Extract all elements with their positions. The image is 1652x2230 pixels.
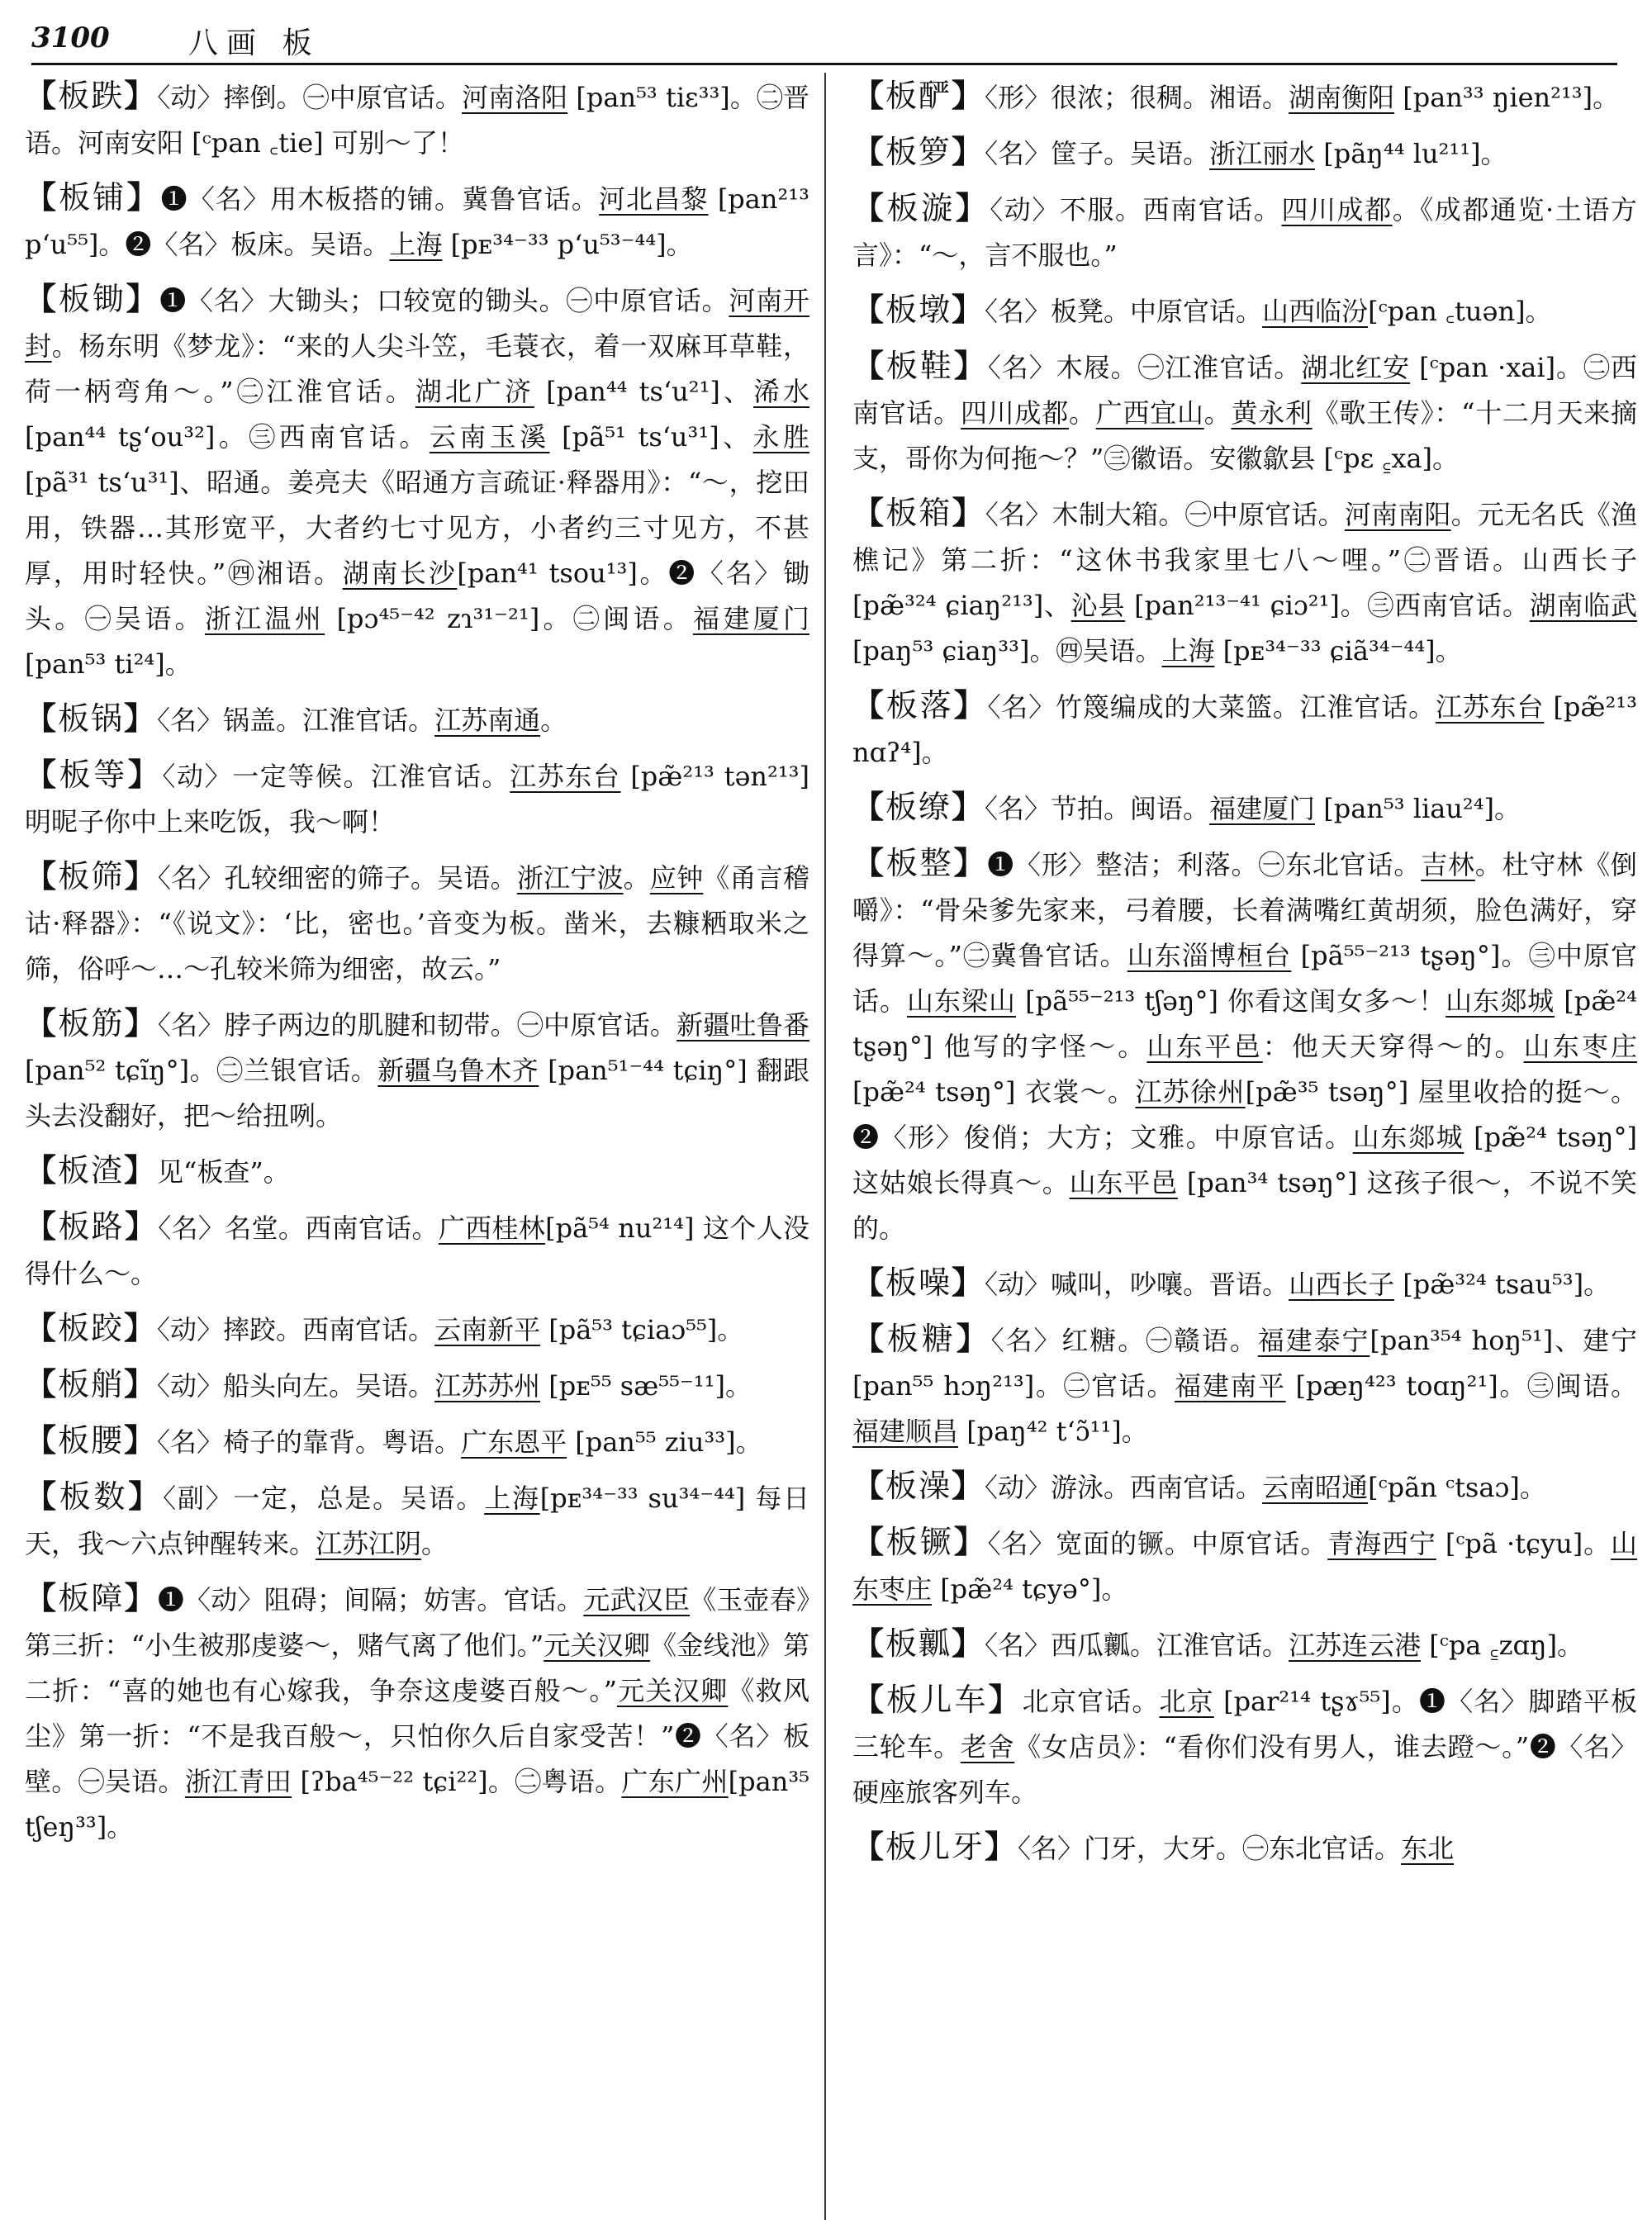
dialect-location: 新疆乌鲁木齐 xyxy=(377,1055,539,1086)
dialect-location: 吉林 xyxy=(1421,849,1475,880)
entry-text: [ᶜpãn ᶜtsaɔ]。 xyxy=(1368,1472,1546,1503)
dictionary-entry xyxy=(852,287,1637,334)
dialect-location: 河南南阳 xyxy=(1344,499,1451,530)
entry-text: 见“板查”。 xyxy=(157,1156,290,1188)
entry-text: 〈动〉船头向左。吴语。 xyxy=(157,1370,435,1402)
dialect-location: 广东广州 xyxy=(621,1766,729,1797)
dictionary-entry xyxy=(852,1677,1637,1815)
dialect-location: 上海 xyxy=(389,229,443,260)
dictionary-entry xyxy=(25,1000,809,1139)
entry-text: 〈名〉筐子。吴语。 xyxy=(985,138,1210,169)
dialect-location: 北京 xyxy=(1159,1686,1214,1717)
entry-text: [pan²¹³ pʻu⁵⁵]。❷〈名〉板床。吴语。 xyxy=(25,183,809,260)
dialect-location: 河南开封 xyxy=(25,285,809,362)
entry-text: [pan⁴¹ tsou¹³]。❷〈名〉锄头。㊀吴语。 xyxy=(25,558,809,634)
entry-text: [ʔba⁴⁵⁻²² tɕi²²]。㊁粤语。 xyxy=(292,1766,622,1797)
column-divider xyxy=(824,73,826,2220)
dialect-location: 福建厦门 xyxy=(1209,793,1316,824)
page-number: 3100 xyxy=(31,21,110,55)
dialect-location: 湖南长沙 xyxy=(342,558,458,589)
dialect-location: 山东平邑 xyxy=(1146,1031,1263,1062)
entry-text: 《救风尘》第一折：“不是我百般～，只怕你久后自家受苦！”❷〈名〉板壁。㊀吴语。 xyxy=(25,1675,809,1797)
dialect-location: 广西桂林 xyxy=(438,1212,546,1244)
dialect-location: 江苏苏州 xyxy=(434,1370,541,1402)
entry-headword: 【板酽】 xyxy=(852,77,985,114)
dictionary-entry xyxy=(25,1473,809,1567)
entry-text: 〈名〉红糖。㊀赣语。 xyxy=(990,1325,1258,1356)
entry-headword: 【板跌】 xyxy=(25,77,158,114)
entry-text: [pan⁵³ liau²⁴]。 xyxy=(1315,793,1521,824)
entry-headword: 【板跤】 xyxy=(25,1309,158,1346)
dialect-location: 河南洛阳 xyxy=(461,82,568,113)
dialect-location: 黄永利 xyxy=(1231,397,1313,429)
entry-headword: 【板儿车】 xyxy=(852,1681,1023,1718)
entry-text: [paŋ⁴² tʻɔ̃¹¹]。 xyxy=(958,1416,1148,1447)
entry-text: 。 xyxy=(1203,397,1232,429)
header-rule xyxy=(31,63,1617,65)
entry-text: 。杜守林《倒嚼》：“骨朵爹先家来，弓着腰，长着满嘴红黄胡须，脸色满好，穿得算～。”㊁冀鲁官话。 xyxy=(852,849,1637,971)
entry-headword: 【板锅】 xyxy=(25,700,158,737)
dialect-location: 湖北红安 xyxy=(1301,352,1411,383)
entry-text: 〈名〉木屐。㊀江淮官话。 xyxy=(987,352,1302,383)
dialect-location: 山西临汾 xyxy=(1262,296,1369,327)
dictionary-entry xyxy=(25,73,809,166)
entry-text: 〈名〉木制大箱。㊀中原官话。 xyxy=(985,499,1345,530)
dialect-location: 沁县 xyxy=(1070,590,1126,621)
entry-text: [pᴇ³⁴⁻³³ su³⁴⁻⁴⁴] 每日天，我～六点钟醒转来。 xyxy=(25,1483,809,1559)
entry-text: 〈名〉宽面的镢。中原官话。 xyxy=(987,1528,1328,1559)
dictionary-entry xyxy=(852,784,1637,832)
dialect-location: 广西宜山 xyxy=(1095,397,1204,429)
entry-text: [pæ̃²⁴ tsəŋ°] 衣裳～。 xyxy=(852,1076,1136,1108)
dialect-location: 湖北广济 xyxy=(415,376,534,407)
entry-headword: 【板鞋】 xyxy=(852,347,988,384)
dialect-location: 上海 xyxy=(1161,635,1215,667)
entry-text: 〈动〉一定等候。江淮官话。 xyxy=(162,761,510,792)
dialect-location: 湖南衡阳 xyxy=(1289,82,1395,113)
dialect-location: 浙江温州 xyxy=(204,603,325,634)
page-header xyxy=(31,15,1617,61)
entry-headword: 【板铺】 xyxy=(25,178,161,216)
entry-text: [pᴇ³⁴⁻³³ ɕiã³⁴⁻⁴⁴]。 xyxy=(1214,635,1462,667)
entry-headword: 【板糖】 xyxy=(852,1320,991,1357)
dictionary-entry xyxy=(852,1824,1637,1872)
dialect-location: 元武汉臣 xyxy=(583,1584,691,1616)
entry-text: [pæ̃²⁴ tʂəŋ°] 他写的字怪～。 xyxy=(852,985,1637,1062)
dialect-location: 江苏徐州 xyxy=(1135,1076,1246,1108)
entry-text: [ᶜpan ·xai]。㊁西南官话。 xyxy=(852,352,1637,429)
entry-headword: 【板腰】 xyxy=(25,1421,158,1459)
entry-headword: 【板镢】 xyxy=(852,1523,988,1560)
entry-text: [pᴇ⁵⁵ sæ⁵⁵⁻¹¹]。 xyxy=(540,1370,752,1402)
entry-text: 。 xyxy=(1068,397,1096,429)
dialect-location: 浙江青田 xyxy=(184,1766,292,1797)
entry-text: [pã⁵⁵⁻²¹³ tʂəŋ°]。㊂中原官话。 xyxy=(852,940,1637,1017)
dictionary-entry xyxy=(852,1463,1637,1511)
dialect-location: 山东平邑 xyxy=(1069,1167,1178,1198)
dialect-location: 新疆吐鲁番 xyxy=(676,1009,809,1041)
dialect-location: 江苏连云港 xyxy=(1289,1630,1422,1661)
entry-headword: 【板墩】 xyxy=(852,291,985,328)
dictionary-entry xyxy=(852,1316,1637,1454)
entry-text: [ᶜpan ꜀tuən]。 xyxy=(1368,296,1552,327)
entry-text: [pan⁵¹⁻⁴⁴ tɕiŋ°] 翻跟头去没翻好，把～给扭咧。 xyxy=(25,1055,809,1132)
entry-text: ❶〈动〉阻碍；间隔；妨害。官话。 xyxy=(157,1584,584,1616)
entry-text: [pᴇ³⁴⁻³³ pʻu⁵³⁻⁴⁴]。 xyxy=(442,229,693,260)
entry-text: 《金线池》第二折：“喜的她也有心嫁我，争奈这虔婆百般～。” xyxy=(25,1630,809,1706)
entry-text: 《歌王传》：“十二月天来摘支，哥你为何拖～？”㊂徽语。安徽歙县 [ᶜpɛ ꜁xa]。 xyxy=(852,397,1637,474)
entry-headword: 【板儿牙】 xyxy=(852,1828,1018,1865)
entry-text: [pan³³ ŋien²¹³]。 xyxy=(1394,82,1620,113)
dictionary-entry xyxy=(25,752,809,845)
entry-text: 〈动〉摔倒。㊀中原官话。 xyxy=(157,82,462,113)
entry-text: [pã⁵³ tɕiaɔ⁵⁵]。 xyxy=(540,1314,744,1345)
entry-text: 〈名〉西瓜瓤。江淮官话。 xyxy=(985,1630,1289,1661)
dialect-location: 永胜 xyxy=(752,421,809,453)
dialect-location: 云南玉溪 xyxy=(429,421,550,453)
dialect-location: 四川成都 xyxy=(1281,194,1393,225)
entry-headword: 【板瓤】 xyxy=(852,1625,985,1662)
dictionary-entry xyxy=(25,695,809,743)
entry-text: [pɔ⁴⁵⁻⁴² zɿ³¹⁻²¹]。㊁闽语。 xyxy=(325,603,694,634)
entry-text: 北京官话。 xyxy=(1022,1686,1160,1717)
dialect-location: 山东郯城 xyxy=(1352,1122,1464,1153)
entry-text: [pã⁵⁴ nu²¹⁴] 这个人没得什么～。 xyxy=(25,1212,809,1289)
entry-text: [pã⁵¹ tsʻu³¹]、 xyxy=(549,421,753,453)
entry-text: 〈动〉喊叫，吵嚷。晋语。 xyxy=(985,1269,1289,1300)
entry-headword: 【板噪】 xyxy=(852,1264,985,1301)
entry-text: ❶〈名〉用木板搭的铺。冀鲁官话。 xyxy=(160,183,599,215)
entry-headword: 【板落】 xyxy=(852,686,988,724)
entry-text: [pæ̃²¹³ nɑʔ⁴]。 xyxy=(852,691,1637,768)
entry-text: 〈名〉椅子的靠背。粤语。 xyxy=(157,1426,462,1458)
left-column xyxy=(25,73,809,2220)
entry-text: [ᶜpa ꜁zɑŋ]。 xyxy=(1421,1630,1584,1661)
entry-headword: 【板箱】 xyxy=(852,494,985,531)
dictionary-entry xyxy=(852,343,1637,482)
running-title: 八画 板 xyxy=(188,26,320,60)
dialect-location: 江苏东台 xyxy=(1435,691,1545,723)
entry-text: 〈名〉板凳。中原官话。 xyxy=(985,296,1263,327)
entry-text: [pan⁴⁴ tsʻu²¹]、 xyxy=(534,376,753,407)
dictionary-entry xyxy=(852,73,1637,121)
dialect-location: 江苏南通 xyxy=(434,705,541,736)
entry-text: [ᶜpã ·tɕyu]。 xyxy=(1436,1528,1611,1559)
entry-text: [pan³⁵ tʃeŋ³³]。 xyxy=(25,1766,809,1843)
dictionary-entry xyxy=(25,853,809,992)
dictionary-entry xyxy=(852,1260,1637,1307)
entry-text: [pan³⁴ tsəŋ°] 这孩子很～，不说不笑的。 xyxy=(852,1167,1637,1244)
dialect-location: 湖南临武 xyxy=(1529,590,1637,621)
dictionary-entry xyxy=(852,185,1637,278)
entry-text: 〈副〉一定，总是。吴语。 xyxy=(163,1483,485,1514)
dialect-location: 元关汉卿 xyxy=(616,1675,729,1706)
dialect-location: 江苏东台 xyxy=(510,761,621,792)
entry-text: 〈名〉竹篾编成的大菜篮。江淮官话。 xyxy=(987,691,1436,723)
entry-headword: 【板箩】 xyxy=(852,133,985,170)
entry-headword: 【板数】 xyxy=(25,1478,164,1515)
dictionary-entry xyxy=(25,1361,809,1409)
dialect-location: 上海 xyxy=(484,1483,540,1514)
dialect-location: 山东郯城 xyxy=(1446,985,1555,1017)
dialect-location: 山东枣庄 xyxy=(852,1528,1637,1605)
dialect-location: 福建泰宁 xyxy=(1257,1325,1370,1356)
entry-text: ：他天天穿得～的。 xyxy=(1262,1031,1524,1062)
dictionary-entry xyxy=(852,1620,1637,1668)
entry-text: 。 xyxy=(421,1528,449,1559)
entry-text: [pã³¹ tsʻu³¹]、昭通。姜亮夫《昭通方言疏证·释器用》：“～，挖田用，铁器…其形宽平，大者约七寸见方，小者约三寸见方，不甚厚，用时轻快。”㊃湘语。 xyxy=(25,467,809,589)
entry-headword: 【板筛】 xyxy=(25,857,158,894)
entry-text: [pan⁴⁴ tʂʻou³²]。㊂西南官话。 xyxy=(25,421,430,453)
dialect-location: 浙江宁波 xyxy=(516,862,624,894)
dialect-location: 老舍 xyxy=(960,1731,1015,1763)
entry-headword: 【板整】 xyxy=(852,844,988,881)
entry-text: 〈名〉锅盖。江淮官话。 xyxy=(157,705,435,736)
entry-text: 《甬言稽诂·释器》：“《说文》：‘比，密也。’音变为板。凿米，去糠粞取米之筛，俗呼～…～孔较米筛为细密，故云。” xyxy=(25,862,809,985)
entry-text: ❶〈形〉整洁；利落。㊀东北官话。 xyxy=(987,849,1422,880)
entry-text: 。 xyxy=(540,705,567,736)
entry-text: [pæŋ⁴²³ toɑŋ²¹]。㊂闽语。 xyxy=(1285,1370,1637,1402)
entry-text: [pan⁵³ tiɛ³³]。㊁晋语。河南安阳 [ᶜpan ꜀tie] 可别～了！ xyxy=(25,82,809,159)
entry-text: [pæ̃²⁴ tsəŋ°] 这姑娘长得真～。 xyxy=(852,1122,1637,1198)
entry-text: 〈名〉门牙，大牙。㊀东北官话。 xyxy=(1018,1833,1402,1864)
entry-text: [pæ̃²⁴ tɕyə°]。 xyxy=(932,1573,1128,1605)
dictionary-entry xyxy=(25,174,809,268)
entry-text: 〈名〉脖子两边的肌腱和韧带。㊀中原官话。 xyxy=(157,1009,677,1041)
dialect-location: 元关汉卿 xyxy=(544,1630,651,1661)
entry-headword: 【板缭】 xyxy=(852,788,985,825)
dialect-location: 浠水 xyxy=(752,376,809,407)
entry-text: 〈名〉名堂。西南官话。 xyxy=(158,1212,439,1244)
entry-text: 。元无名氏《渔樵记》第二折：“这休书我家里七八～哩。”㊁晋语。山西长子 [pæ̃³²⁴ ɕiaŋ²¹³]、 xyxy=(852,499,1637,621)
dictionary-entry xyxy=(852,682,1637,776)
dialect-location: 东北 xyxy=(1401,1833,1455,1864)
dialect-location: 云南新平 xyxy=(434,1314,541,1345)
dialect-location: 山东梁山 xyxy=(907,985,1016,1017)
dictionary-entry xyxy=(25,1305,809,1353)
dialect-location: 应钟 xyxy=(649,862,704,894)
dialect-location: 青海西宁 xyxy=(1327,1528,1436,1559)
entry-text: [pæ̃²¹³ tən²¹³] 明昵子你中上来吃饭，我～啊！ xyxy=(25,761,809,837)
entry-text: [pæ̃³²⁴ tsau⁵³]。 xyxy=(1394,1269,1611,1300)
dialect-location: 福建厦门 xyxy=(693,603,809,634)
dictionary-entry xyxy=(852,840,1637,1251)
dialect-location: 福建顺昌 xyxy=(852,1416,959,1447)
entry-headword: 【板锄】 xyxy=(25,280,160,317)
entry-text: 〈形〉很浓；很稠。湘语。 xyxy=(985,82,1289,113)
entry-text: 〈名〉孔较细密的筛子。吴语。 xyxy=(157,862,517,894)
dictionary-entry xyxy=(25,1575,809,1850)
entry-headword: 【板等】 xyxy=(25,756,163,793)
dictionary-entry xyxy=(25,1147,809,1195)
dialect-location: 山东淄博桓台 xyxy=(1127,940,1292,971)
entry-headword: 【板障】 xyxy=(25,1579,158,1616)
entry-text: [pan²¹³⁻⁴¹ ɕiɔ²¹]。㊂西南官话。 xyxy=(1125,590,1530,621)
dialect-location: 广东恩平 xyxy=(461,1426,567,1458)
entry-text: [pan⁵³ ti²⁴]。 xyxy=(25,648,192,680)
entry-text: 〈动〉游泳。西南官话。 xyxy=(985,1472,1263,1503)
entry-text: 〈动〉摔跤。西南官话。 xyxy=(157,1314,435,1345)
entry-headword: 【板筋】 xyxy=(25,1004,158,1041)
dictionary-entry xyxy=(852,1519,1637,1612)
entry-headword: 【板渣】 xyxy=(25,1151,158,1189)
entry-text: 《玉壶春》第三折：“小生被那虔婆～，赌气离了他们。” xyxy=(25,1584,809,1661)
entry-text: [par²¹⁴ tʂɤ⁵⁵]。❶〈名〉脚踏平板三轮车。 xyxy=(852,1686,1637,1763)
dialect-location: 山东枣庄 xyxy=(1523,1031,1637,1062)
dialect-location: 福建南平 xyxy=(1175,1370,1286,1402)
entry-text: [pã⁵⁵⁻²¹³ tʃəŋ°] 你看这闺女多～！ xyxy=(1015,985,1446,1017)
entry-text: [pãŋ⁴⁴ lu²¹¹]。 xyxy=(1315,138,1507,169)
dialect-location: 云南昭通 xyxy=(1262,1472,1369,1503)
entry-text: [pan⁵² tɕĩŋ°]。㊁兰银官话。 xyxy=(25,1055,378,1086)
entry-text: 。《成都通览·土语方言》：“～，言不服也。” xyxy=(852,194,1637,271)
dialect-location: 四川成都 xyxy=(960,397,1069,429)
entry-text: [paŋ⁵³ ɕiaŋ³³]。㊃吴语。 xyxy=(852,635,1162,667)
dictionary-entry xyxy=(852,129,1637,177)
dialect-location: 浙江丽水 xyxy=(1209,138,1316,169)
dictionary-entry xyxy=(25,1417,809,1465)
entry-text: 。 xyxy=(623,862,650,894)
entry-text: [pan⁵⁵ ziu³³]。 xyxy=(567,1426,762,1458)
dialect-location: 江苏江阴 xyxy=(316,1528,422,1559)
entry-text: 《女店员》：“看你们没有男人，谁去蹬～。”❷〈名〉硬座旅客列车。 xyxy=(852,1731,1637,1808)
dictionary-entry xyxy=(25,1203,809,1297)
entry-text: 。杨东明《梦龙》：“来的人尖斗笠，毛蓑衣，着一双麻耳草鞋，荷一柄弯角～。”㊁江淮官话。 xyxy=(25,330,809,407)
entry-headword: 【板漩】 xyxy=(852,189,990,226)
entry-headword: 【板澡】 xyxy=(852,1467,985,1504)
dictionary-entry xyxy=(852,490,1637,674)
entry-headword: 【板艄】 xyxy=(25,1365,158,1402)
entry-text: 〈动〉不服。西南官话。 xyxy=(990,194,1282,225)
entry-headword: 【板路】 xyxy=(25,1208,159,1245)
entry-text: 〈名〉节拍。闽语。 xyxy=(985,793,1210,824)
entry-text: [pan³⁵⁴ hoŋ⁵¹]、建宁 [pan⁵⁵ hɔŋ²¹³]。㊁官话。 xyxy=(852,1325,1637,1402)
dictionary-entry xyxy=(25,276,809,687)
entry-text: [pæ̃³⁵ tsəŋ°] 屋里收拾的挺～。❷〈形〉俊俏；大方；文雅。中原官话。 xyxy=(852,1076,1637,1153)
entry-text: ❶〈名〉大锄头；口较宽的锄头。㊀中原官话。 xyxy=(159,285,729,316)
right-column xyxy=(852,73,1637,2220)
dialect-location: 山西长子 xyxy=(1289,1269,1395,1300)
dialect-location: 河北昌黎 xyxy=(598,183,709,215)
